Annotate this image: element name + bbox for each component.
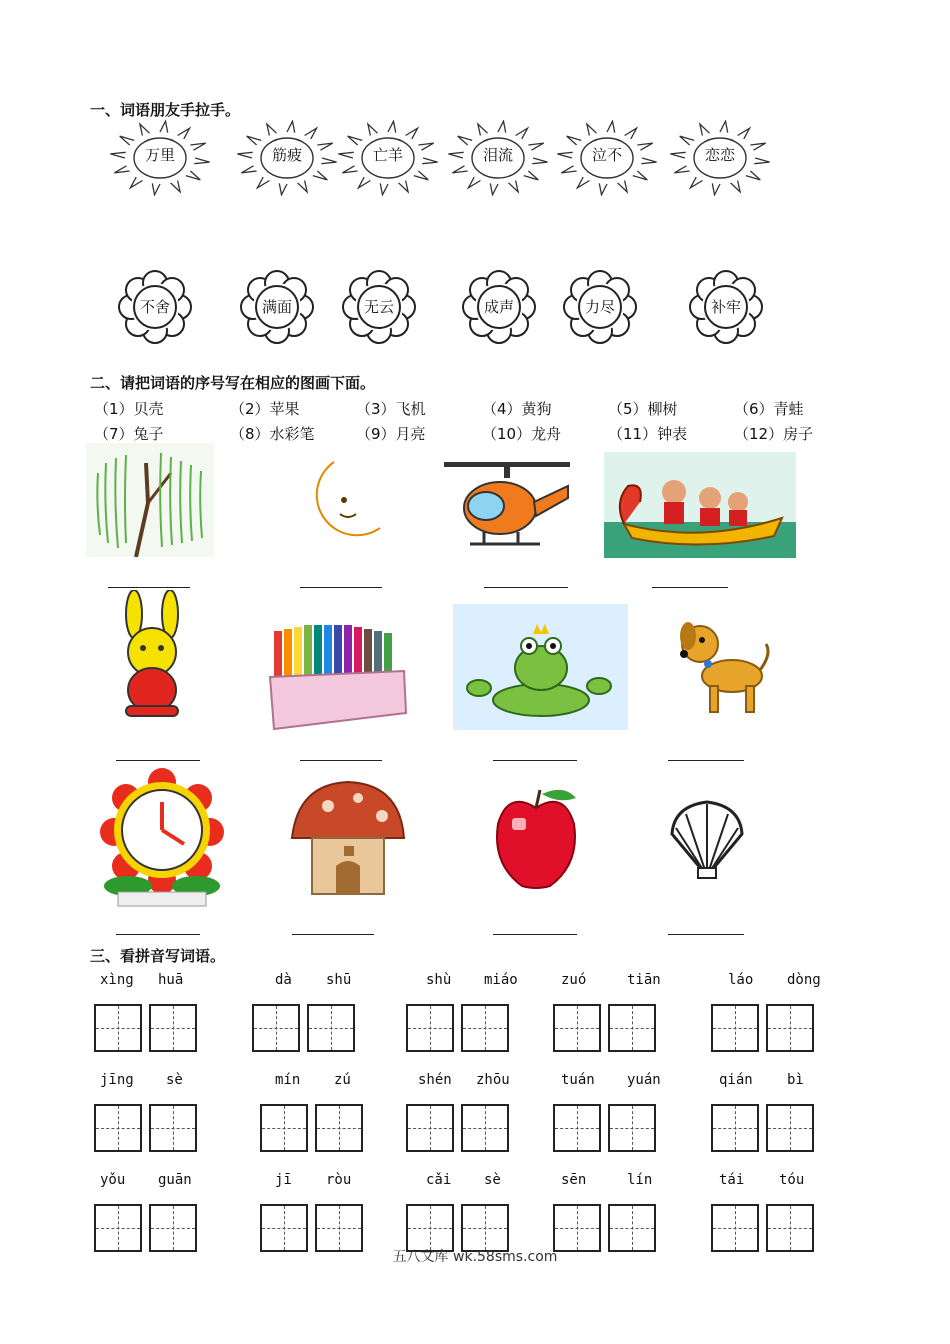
pinyin-syllable: huā bbox=[158, 972, 184, 988]
writing-grid-box[interactable] bbox=[94, 1004, 142, 1052]
word-option: （1）贝壳 bbox=[94, 400, 164, 418]
pinyin-syllable: láo bbox=[728, 972, 754, 988]
sun-word-1 bbox=[108, 120, 212, 196]
section-one-title: 一、词语朋友手拉手。 bbox=[90, 101, 241, 119]
pinyin-syllable: lín bbox=[627, 1172, 653, 1188]
answer-blank[interactable] bbox=[493, 760, 577, 761]
sun-word-label: 恋恋 bbox=[704, 146, 735, 164]
sun-word-2 bbox=[235, 120, 339, 196]
pinyin-syllable: zuó bbox=[561, 972, 587, 988]
writing-grid-box[interactable] bbox=[766, 1104, 814, 1152]
writing-grid-box[interactable] bbox=[149, 1104, 197, 1152]
word-option: （8）水彩笔 bbox=[230, 425, 315, 443]
sun-word-label: 万里 bbox=[144, 146, 175, 164]
word-option: （10）龙舟 bbox=[482, 425, 562, 443]
pinyin-syllable: sè bbox=[166, 1072, 183, 1088]
word-option: （12）房子 bbox=[734, 425, 814, 443]
writing-grid-box[interactable] bbox=[711, 1204, 759, 1252]
sun-word-label: 泪流 bbox=[482, 146, 513, 164]
writing-grid-box[interactable] bbox=[260, 1104, 308, 1152]
sun-word-label: 泣不 bbox=[591, 146, 622, 164]
pinyin-syllable: miáo bbox=[484, 972, 518, 988]
flower-word-4 bbox=[462, 270, 536, 344]
writing-grid-box[interactable] bbox=[553, 1104, 601, 1152]
flower-word-5 bbox=[563, 270, 637, 344]
footer-watermark: 五八文库 wk.58sms.com bbox=[392, 1249, 558, 1265]
writing-grid-box[interactable] bbox=[94, 1204, 142, 1252]
flower-word-label: 不舍 bbox=[139, 298, 170, 316]
flower-word-6 bbox=[689, 270, 763, 344]
yellow-dog-icon bbox=[672, 614, 774, 716]
rabbit-icon bbox=[112, 590, 192, 720]
pinyin-syllable: xìng bbox=[100, 972, 134, 988]
answer-blank[interactable] bbox=[108, 587, 190, 588]
sun-word-3 bbox=[336, 120, 440, 196]
pinyin-syllable: tái bbox=[719, 1172, 745, 1188]
answer-blank[interactable] bbox=[668, 760, 744, 761]
writing-grid-box[interactable] bbox=[315, 1104, 363, 1152]
writing-grid-box[interactable] bbox=[553, 1204, 601, 1252]
writing-grid-box[interactable] bbox=[315, 1204, 363, 1252]
pinyin-syllable: guān bbox=[158, 1172, 192, 1188]
answer-blank[interactable] bbox=[652, 587, 728, 588]
flower-word-3 bbox=[342, 270, 416, 344]
willow-tree-icon bbox=[86, 443, 214, 557]
answer-blank[interactable] bbox=[300, 587, 382, 588]
answer-blank[interactable] bbox=[668, 934, 744, 935]
pinyin-syllable: shén bbox=[418, 1072, 452, 1088]
writing-grid-box[interactable] bbox=[608, 1204, 656, 1252]
word-option: （5）柳树 bbox=[608, 400, 678, 418]
pinyin-syllable: jī bbox=[275, 1172, 292, 1188]
writing-grid-box[interactable] bbox=[406, 1004, 454, 1052]
pinyin-syllable: ròu bbox=[326, 1172, 352, 1188]
pinyin-syllable: shū bbox=[326, 972, 352, 988]
writing-grid-box[interactable] bbox=[766, 1204, 814, 1252]
pinyin-syllable: tóu bbox=[779, 1172, 805, 1188]
writing-grid-box[interactable] bbox=[94, 1104, 142, 1152]
writing-grid-box[interactable] bbox=[461, 1104, 509, 1152]
pinyin-syllable: bì bbox=[787, 1072, 804, 1088]
writing-grid-box[interactable] bbox=[149, 1004, 197, 1052]
writing-grid-box[interactable] bbox=[406, 1204, 454, 1252]
answer-blank[interactable] bbox=[292, 934, 374, 935]
section-two-title: 二、请把词语的序号写在相应的图画下面。 bbox=[90, 374, 376, 392]
pinyin-syllable: dòng bbox=[787, 972, 821, 988]
writing-grid-box[interactable] bbox=[307, 1004, 355, 1052]
pinyin-syllable: qián bbox=[719, 1072, 753, 1088]
flower-word-2 bbox=[240, 270, 314, 344]
answer-blank[interactable] bbox=[116, 934, 200, 935]
frog-icon bbox=[453, 604, 628, 730]
dragon-boat-icon bbox=[604, 452, 796, 558]
sun-word-6 bbox=[668, 120, 772, 196]
word-option: （6）青蛙 bbox=[734, 400, 804, 418]
writing-grid-box[interactable] bbox=[461, 1004, 509, 1052]
pinyin-syllable: mín bbox=[275, 1072, 301, 1088]
section-three-title: 三、看拼音写词语。 bbox=[90, 947, 226, 965]
sun-word-5 bbox=[555, 120, 659, 196]
writing-grid-box[interactable] bbox=[553, 1004, 601, 1052]
flower-word-label: 补牢 bbox=[710, 298, 741, 316]
pinyin-syllable: dà bbox=[275, 972, 292, 988]
answer-blank[interactable] bbox=[116, 760, 200, 761]
writing-grid-box[interactable] bbox=[608, 1004, 656, 1052]
word-option: （3）飞机 bbox=[356, 400, 426, 418]
flower-word-label: 满面 bbox=[261, 298, 292, 316]
sun-word-label: 筋疲 bbox=[271, 146, 302, 164]
pinyin-syllable: zhōu bbox=[476, 1072, 510, 1088]
pinyin-syllable: tuán bbox=[561, 1072, 595, 1088]
flower-word-label: 力尽 bbox=[584, 298, 615, 316]
pinyin-syllable: sēn bbox=[561, 1172, 587, 1188]
writing-grid-box[interactable] bbox=[608, 1104, 656, 1152]
answer-blank[interactable] bbox=[493, 934, 577, 935]
watercolor-pens-icon bbox=[268, 617, 408, 731]
pinyin-syllable: zú bbox=[334, 1072, 351, 1088]
mushroom-house-icon bbox=[288, 776, 408, 900]
pinyin-syllable: shù bbox=[426, 972, 452, 988]
word-option: （11）钟表 bbox=[608, 425, 688, 443]
sun-word-label: 亡羊 bbox=[372, 146, 403, 164]
answer-blank[interactable] bbox=[300, 760, 382, 761]
writing-grid-box[interactable] bbox=[260, 1204, 308, 1252]
word-option: （2）苹果 bbox=[230, 400, 300, 418]
pinyin-syllable: sè bbox=[484, 1172, 501, 1188]
answer-blank[interactable] bbox=[484, 587, 568, 588]
writing-grid-box[interactable] bbox=[766, 1004, 814, 1052]
pinyin-syllable: yǒu bbox=[100, 1172, 126, 1188]
writing-grid-box[interactable] bbox=[406, 1104, 454, 1152]
pinyin-syllable: cǎi bbox=[426, 1172, 452, 1188]
writing-grid-box[interactable] bbox=[252, 1004, 300, 1052]
clock-icon bbox=[98, 768, 226, 908]
word-option: （4）黄狗 bbox=[482, 400, 552, 418]
pinyin-syllable: jīng bbox=[100, 1072, 134, 1088]
flower-word-label: 成声 bbox=[483, 298, 514, 316]
helicopter-icon bbox=[440, 458, 574, 554]
apple-icon bbox=[488, 784, 584, 890]
pinyin-syllable: yuán bbox=[627, 1072, 661, 1088]
writing-grid-box[interactable] bbox=[461, 1204, 509, 1252]
flower-word-label: 无云 bbox=[363, 298, 394, 316]
writing-grid-box[interactable] bbox=[711, 1004, 759, 1052]
word-option: （9）月亮 bbox=[356, 425, 426, 443]
shell-icon bbox=[666, 798, 748, 880]
pinyin-syllable: tiān bbox=[627, 972, 661, 988]
writing-grid-box[interactable] bbox=[711, 1104, 759, 1152]
flower-word-1 bbox=[118, 270, 192, 344]
sun-word-4 bbox=[446, 120, 550, 196]
writing-grid-box[interactable] bbox=[149, 1204, 197, 1252]
word-option: （7）兔子 bbox=[94, 425, 164, 443]
moon-icon bbox=[304, 458, 384, 546]
